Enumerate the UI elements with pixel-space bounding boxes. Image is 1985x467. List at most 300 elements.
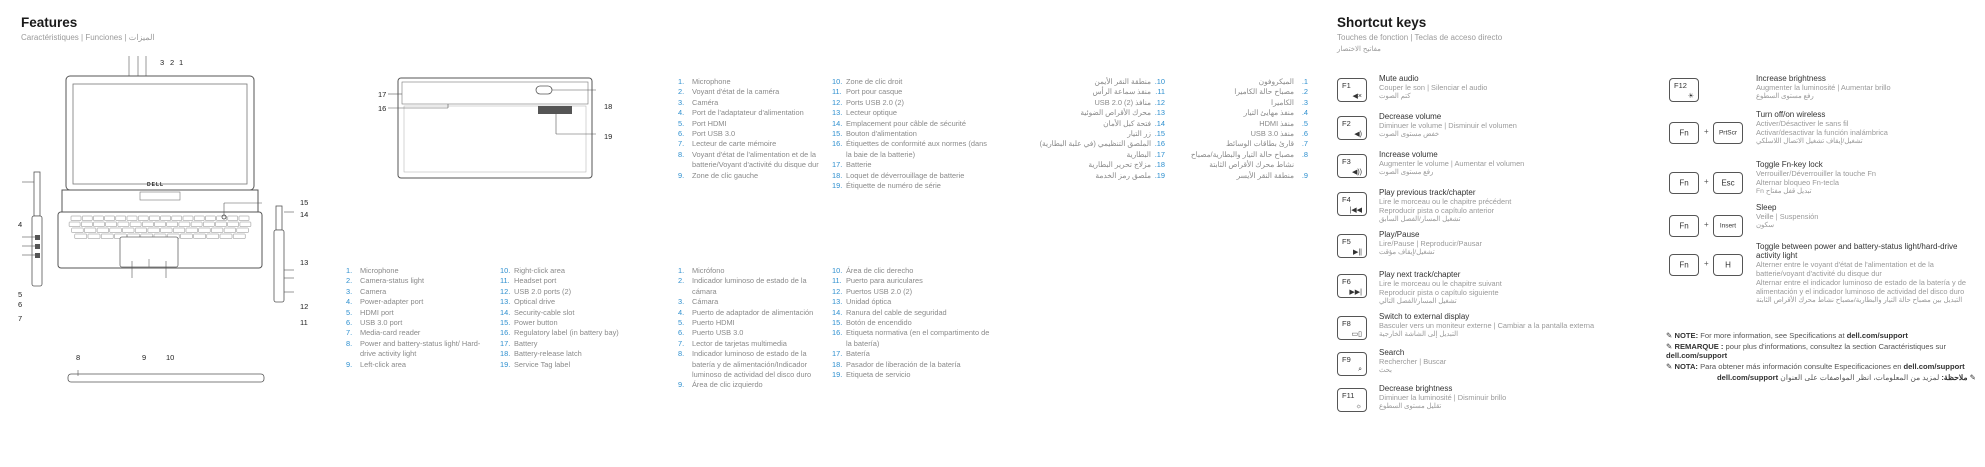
callout-3: 3: [160, 58, 165, 67]
list-item-label: ملصق رمز الخدمة: [1095, 170, 1151, 180]
key-insert: [1713, 215, 1743, 237]
list-item: [500, 339, 650, 349]
list-item-label: Regulatory label (in battery bay): [514, 328, 619, 338]
list-item-label: Microphone: [692, 77, 731, 86]
list-item-label: Power button: [514, 318, 558, 328]
list-item-number: 3.: [678, 97, 685, 107]
list-item-label: الملصق التنظيمي (في علبة البطارية): [1039, 139, 1151, 149]
list-item-number: 2.: [678, 87, 685, 97]
shortcut-item: [1756, 203, 1978, 229]
list-item: [832, 181, 992, 191]
shortcut-translation-ar: تشغيل/إيقاف مؤقت: [1379, 249, 1435, 256]
list-item-number: 12.: [832, 286, 843, 296]
list-item-number: 8.: [346, 338, 353, 348]
list-item-number: 16.: [1154, 139, 1165, 149]
list-item: [1015, 171, 1165, 181]
list-item-number: 9.: [346, 359, 353, 369]
shortcut-title: Toggle Fn-key lock: [1756, 160, 1823, 169]
list-item-label: فتحة كبل الأمان: [1103, 118, 1151, 128]
note-pencil-icon: ✎: [1666, 342, 1675, 351]
key-f5: [1337, 234, 1367, 258]
list-item-label: Cámara: [692, 297, 719, 307]
features-list-french-a: [678, 77, 823, 181]
list-item-label: Battery: [514, 338, 538, 348]
list-item: [678, 77, 823, 87]
list-item-number: 3.: [346, 286, 353, 296]
key-label: Esc: [1721, 178, 1735, 188]
list-item: [832, 370, 992, 380]
key-fn: [1669, 215, 1699, 237]
list-item: [346, 297, 496, 307]
list-item-number: 2.: [678, 276, 685, 286]
list-item-number: 10.: [500, 266, 511, 275]
key-label: Fn: [1679, 178, 1689, 188]
key-label: F1: [1342, 81, 1351, 90]
support-link[interactable]: dell.com/support: [1666, 351, 1728, 360]
features-list-spanish-a: [678, 266, 823, 391]
list-item-number: 10.: [832, 77, 843, 86]
list-item: [1015, 139, 1165, 149]
list-item: [832, 287, 992, 297]
list-item-number: 19.: [832, 370, 843, 380]
list-item-number: 16.: [832, 139, 843, 149]
list-item-number: 14.: [500, 307, 511, 317]
list-item-label: Right-click area: [514, 266, 565, 275]
list-item-number: 8.: [678, 149, 685, 159]
note-text: For more information, see Specifications at: [1700, 331, 1847, 340]
list-item: [1015, 87, 1165, 97]
list-item-label: قارئ بطاقات الوسائط: [1226, 139, 1294, 149]
callout-18: 18: [604, 102, 613, 111]
list-item-label: منفذ مهايئ التيار: [1243, 108, 1294, 118]
shortcut-item: [1756, 160, 1978, 195]
list-item: [500, 360, 650, 370]
list-item-label: Étiquette de numéro de série: [846, 181, 941, 191]
list-item: [832, 349, 992, 359]
list-item-number: 13.: [500, 297, 511, 307]
list-item-number: 3.: [1301, 97, 1308, 107]
key-label: Fn: [1679, 128, 1689, 138]
shortcut-title: Turn off/on wireless: [1756, 110, 1826, 119]
callout-2: 2: [170, 58, 175, 67]
shortcut-title: Decrease brightness: [1379, 384, 1453, 393]
list-item-number: 7.: [678, 338, 685, 348]
list-item-label: Left-click area: [360, 359, 407, 369]
laptop-front-edge-diagram: [66, 370, 266, 386]
callout-19: 19: [604, 132, 613, 141]
key-label: F12: [1674, 81, 1687, 90]
list-item: [678, 266, 823, 276]
key-label: F9: [1342, 355, 1351, 364]
key-f4: [1337, 192, 1367, 216]
callout-10: 10: [166, 353, 175, 362]
shortcut-translation: Couper le son | Silenciar el audio: [1379, 83, 1488, 92]
shortcut-translation: Augmenter le volume | Aumentar el volumen: [1379, 159, 1525, 168]
callout-7: 7: [18, 314, 23, 323]
list-item: [1178, 119, 1308, 129]
list-item-label: Port USB 3.0: [692, 129, 736, 139]
list-item-number: 5.: [346, 307, 353, 317]
key-f8: [1337, 316, 1367, 340]
shortcut-title: Play previous track/chapter: [1379, 188, 1476, 197]
list-item-number: 15.: [832, 318, 843, 328]
list-item-number: 3.: [678, 297, 685, 307]
callout-12: 12: [300, 302, 309, 311]
callout-8: 8: [76, 353, 81, 362]
support-link[interactable]: dell.com/support: [1903, 362, 1965, 371]
list-item-number: 9.: [1301, 170, 1308, 180]
shortcut-title: Increase volume: [1379, 150, 1438, 159]
list-item: [1015, 119, 1165, 129]
list-item-number: 8.: [1301, 149, 1308, 159]
note-item: [1666, 331, 1976, 340]
support-link[interactable]: dell.com/support: [1716, 373, 1779, 382]
shortcut-item: [1379, 384, 1659, 410]
shortcut-translation-ar: التبديل بين مصباح حالة التيار والبطارية/مصباح نشاط محرك الأقراص الثابتة: [1756, 297, 1963, 304]
list-item-number: 18.: [832, 359, 843, 369]
list-item: [346, 287, 496, 297]
list-item-label: Battery-release latch: [514, 349, 582, 359]
shortcut-translation: Reproducir pista o capítulo anterior: [1379, 206, 1495, 215]
key-prtscr: [1713, 122, 1743, 144]
shortcut-translation: Alternar entre el indicador luminoso de estado de la batería y de alimentación y el indicador luminoso de actividad del disco duro: [1756, 278, 1966, 296]
list-item: [678, 308, 823, 318]
list-item-number: 11.: [500, 276, 510, 286]
key-fn: [1669, 122, 1699, 144]
list-item: [1015, 98, 1165, 108]
list-item-number: 1.: [1301, 77, 1308, 86]
key-f1: [1337, 78, 1367, 102]
list-item-label: Media-card reader: [360, 328, 421, 338]
list-item-label: Zone de clic gauche: [692, 170, 759, 180]
notes-section: [1666, 331, 1976, 384]
list-item-label: Loquet de déverrouillage de batterie: [846, 170, 965, 180]
list-item-number: 13.: [832, 108, 843, 118]
list-item-number: 5.: [678, 118, 685, 128]
list-item: [678, 139, 823, 149]
list-item: [832, 108, 992, 118]
list-item-number: 12.: [500, 286, 511, 296]
list-item-label: Etiqueta normativa (en el compartimento de la batería): [846, 328, 990, 348]
plus-sign-icon: +: [1704, 220, 1709, 229]
list-item-label: منفذ USB 3.0: [1250, 129, 1294, 139]
list-item-label: Camera-status light: [360, 276, 425, 286]
list-item-label: USB 3.0 port: [360, 318, 403, 328]
list-item-number: 2.: [346, 276, 353, 286]
key-f9: [1337, 352, 1367, 376]
key-label: F6: [1342, 277, 1351, 286]
list-item-label: Port de l'adaptateur d'alimentation: [692, 108, 804, 118]
list-item-number: 7.: [346, 328, 353, 338]
plus-sign-icon: +: [1704, 259, 1709, 268]
key-symbol-icon: ▶▶|: [1349, 289, 1362, 296]
list-item: [678, 119, 823, 129]
key-label: F3: [1342, 157, 1351, 166]
list-item: [1178, 139, 1308, 149]
shortcut-item: [1756, 74, 1978, 100]
list-item-number: 16.: [832, 328, 843, 338]
shortcut-title: Play next track/chapter: [1379, 270, 1461, 279]
shortcut-translation: Basculer vers un moniteur externe | Cambiar a la pantalla externa: [1379, 321, 1595, 330]
note-label: REMARQUE :: [1674, 342, 1726, 351]
key-label: F5: [1342, 237, 1351, 246]
list-item: [832, 318, 992, 328]
list-item: [346, 266, 496, 276]
laptop-open-diagram: [40, 56, 302, 288]
note-item: [1666, 342, 1976, 360]
list-item-label: Caméra: [692, 97, 719, 107]
list-item-number: 12.: [832, 97, 843, 107]
features-list-arabic-b: [1015, 77, 1165, 181]
key-symbol-icon: |◀◀: [1349, 207, 1362, 214]
shortcut-translation-ar: التبديل إلى الشاشة الخارجية: [1379, 331, 1458, 338]
key-label: F2: [1342, 119, 1351, 128]
list-item-label: زر التيار: [1127, 129, 1151, 139]
list-item: [1178, 150, 1308, 171]
shortcut-translation-ar: تقليل مستوى السطوع: [1379, 403, 1442, 410]
list-item-number: 7.: [1301, 139, 1308, 149]
features-title: Features: [21, 15, 78, 30]
list-item-number: 5.: [678, 318, 685, 328]
shortcut-keys-subtitle-ar: مفاتيح الاختصار: [1337, 46, 1381, 53]
list-item: [1178, 87, 1308, 97]
shortcut-translation-ar: رفع مستوى السطوع: [1756, 93, 1814, 100]
features-subtitle: Caractéristiques | Funciones | الميزات: [21, 33, 155, 42]
list-item: [1015, 160, 1165, 170]
list-item: [1015, 150, 1165, 160]
list-item-label: Lecteur de carte mémoire: [692, 139, 777, 149]
list-item-label: Ports USB 2.0 (2): [846, 97, 904, 107]
list-item: [346, 308, 496, 318]
list-item-number: 4.: [1301, 108, 1308, 118]
list-item: [500, 308, 650, 318]
features-list-spanish-b: [832, 266, 992, 380]
shortcut-translation-ar: سكون: [1756, 222, 1774, 229]
list-item-label: HDMI port: [360, 307, 394, 317]
dell-logo: DELL: [147, 182, 165, 188]
note-label: NOTE:: [1674, 331, 1701, 340]
list-item-label: Unidad óptica: [846, 297, 892, 307]
shortcut-item: [1379, 348, 1659, 374]
list-item-label: Lector de tarjetas multimedia: [692, 338, 787, 348]
shortcut-item: [1379, 270, 1659, 305]
list-item-label: Camera: [360, 286, 387, 296]
key-symbol-icon: ☼: [1355, 403, 1362, 410]
list-item-number: 9.: [678, 380, 685, 390]
note-label: NOTA:: [1674, 362, 1701, 371]
list-item-number: 15.: [832, 129, 843, 139]
list-item-label: Voyant d'état de l'alimentation et de la batterie/Voyant d'activité du disque dur: [692, 149, 819, 170]
list-item-number: 10.: [1154, 77, 1165, 86]
list-item: [1178, 171, 1308, 181]
shortcut-translation-ar: رفع مستوى الصوت: [1379, 169, 1434, 176]
list-item: [678, 171, 823, 181]
list-item: [678, 318, 823, 328]
note-label: ملاحظة:: [1939, 373, 1968, 382]
list-item: [832, 139, 992, 160]
note-pencil-icon: ✎: [1967, 373, 1976, 382]
list-item-number: 4.: [678, 307, 685, 317]
list-item-label: Service Tag label: [514, 359, 571, 369]
list-item: [832, 360, 992, 370]
shortcut-translation: Lire/Pause | Reproducir/Pausar: [1379, 239, 1482, 248]
list-item-label: Voyant d'état de la caméra: [692, 87, 780, 97]
list-item: [832, 266, 992, 276]
list-item-label: منافذ USB 2.0 (2): [1094, 97, 1151, 107]
list-item: [678, 98, 823, 108]
shortcut-translation: Augmenter la luminosité | Aumentar brillo: [1756, 83, 1891, 92]
key-f6: [1337, 274, 1367, 298]
key-symbol-icon: ◀): [1354, 131, 1362, 138]
list-item-number: 15.: [500, 318, 511, 328]
callout-13: 13: [300, 258, 309, 267]
shortcut-translation-ar: تبديل قفل مفتاح Fn: [1756, 188, 1812, 195]
list-item: [678, 380, 823, 390]
shortcut-title: Toggle between power and battery-status light/hard-drive activity light: [1756, 242, 1958, 260]
key-f2: [1337, 116, 1367, 140]
key-f3: [1337, 154, 1367, 178]
shortcut-keys-subtitle: Touches de fonction | Teclas de acceso directo: [1337, 33, 1503, 42]
list-item-label: الكاميرا: [1271, 97, 1294, 107]
list-item: [1015, 129, 1165, 139]
features-list-french-b: [832, 77, 992, 191]
list-item-label: Micrófono: [692, 266, 725, 275]
shortcut-title: Decrease volume: [1379, 112, 1442, 121]
key-label: Insert: [1719, 222, 1737, 230]
shortcut-translation: Lire le morceau ou le chapitre suivant: [1379, 279, 1502, 288]
support-link[interactable]: dell.com/support: [1846, 331, 1908, 340]
list-item: [500, 287, 650, 297]
callout-11: 11: [300, 318, 308, 327]
laptop-left-side-diagram: [22, 170, 48, 290]
list-item-label: Optical drive: [514, 297, 556, 307]
list-item: [678, 297, 823, 307]
list-item-label: Port HDMI: [692, 118, 727, 128]
list-item: [832, 297, 992, 307]
features-list-english-b: [500, 266, 650, 370]
list-item-number: 4.: [346, 297, 353, 307]
callout-14: 14: [300, 210, 309, 219]
list-item: [832, 98, 992, 108]
callout-9: 9: [142, 353, 147, 362]
list-item-label: Bouton d'alimentation: [846, 129, 917, 139]
list-item: [346, 328, 496, 338]
shortcut-item: [1379, 312, 1659, 338]
callout-15: 15: [300, 198, 309, 207]
list-item-number: 15.: [1154, 129, 1165, 139]
list-item: [500, 276, 650, 286]
shortcut-translation-ar: كتم الصوت: [1379, 93, 1411, 100]
list-item-label: مصباح حالة التيار والبطارية/مصباح نشاط محرك الأقراص الثابتة: [1190, 149, 1294, 170]
list-item-number: 6.: [346, 318, 353, 328]
note-text: لمزيد من المعلومات، انظر المواصفات على العنوان: [1778, 373, 1940, 382]
shortcut-translation: Diminuer le volume | Disminuir el volumen: [1379, 121, 1517, 130]
shortcut-translation-ar: بحث: [1379, 367, 1392, 374]
list-item: [1178, 98, 1308, 108]
list-item: [678, 108, 823, 118]
list-item-label: منفذ سماعة الرأس: [1092, 87, 1151, 97]
list-item: [832, 87, 992, 97]
key-esc: [1713, 172, 1743, 194]
list-item-number: 18.: [832, 170, 843, 180]
list-item-label: Puerto HDMI: [692, 318, 735, 328]
list-item: [500, 349, 650, 359]
list-item-number: 13.: [832, 297, 843, 307]
callout-6: 6: [18, 300, 23, 309]
list-item-label: Microphone: [360, 266, 399, 275]
key-label: Fn: [1679, 260, 1689, 270]
list-item: [500, 266, 650, 276]
note-item: [1666, 373, 1976, 382]
shortcut-title: Mute audio: [1379, 74, 1419, 83]
list-item-number: 17.: [832, 349, 843, 359]
shortcut-title: Play/Pause: [1379, 230, 1420, 239]
key-symbol-icon: ◀)): [1351, 169, 1362, 176]
shortcut-title: Search: [1379, 348, 1405, 357]
list-item-label: Lecteur optique: [846, 108, 897, 118]
list-item-number: 14.: [832, 307, 843, 317]
key-f12: [1669, 78, 1699, 102]
list-item-label: Indicador luminoso de estado de la batería y de alimentación/Indicador luminoso de actividad del disco duro: [692, 349, 812, 380]
callout-16: 16: [378, 104, 387, 113]
list-item-label: Étiquettes de conformité aux normes (dans la baie de la batterie): [846, 139, 987, 159]
list-item-number: 10.: [832, 266, 843, 275]
key-f11: [1337, 388, 1367, 412]
note-item: [1666, 362, 1976, 371]
key-symbol-icon: ⌕: [1358, 366, 1362, 373]
list-item: [678, 150, 823, 171]
list-item: [346, 339, 496, 360]
list-item-label: البطارية: [1126, 149, 1151, 159]
list-item: [500, 318, 650, 328]
list-item-label: Power and battery-status light/ Hard-drive activity light: [360, 338, 481, 359]
list-item: [346, 360, 496, 370]
list-item: [832, 160, 992, 170]
key-label: PrtScr: [1718, 129, 1738, 137]
list-item-number: 9.: [678, 170, 685, 180]
shortcut-translation: Activer/Désactiver le sans fil: [1756, 119, 1849, 128]
list-item: [832, 171, 992, 181]
shortcut-translation: Alterner entre le voyant d'état de l'alimentation et de la batterie/voyant d'activité du disque dur: [1756, 260, 1934, 278]
key-label: H: [1725, 260, 1731, 270]
list-item-number: 12.: [1154, 97, 1165, 107]
list-item: [832, 129, 992, 139]
callout-1: 1: [179, 58, 184, 67]
shortcut-translation: Veille | Suspensión: [1756, 212, 1819, 221]
list-item-label: Zone de clic droit: [846, 77, 903, 86]
list-item: [500, 328, 650, 338]
callout-5: 5: [18, 290, 23, 299]
list-item-label: Batería: [846, 349, 870, 359]
list-item: [678, 276, 823, 297]
list-item-number: 19.: [832, 181, 843, 191]
shortcut-item: [1379, 230, 1659, 256]
list-item-label: مزلاج تحرير البطارية: [1088, 160, 1151, 170]
list-item-label: Power-adapter port: [360, 297, 424, 307]
shortcut-translation: Lire le morceau ou le chapitre précédent: [1379, 197, 1512, 206]
list-item-label: Etiqueta de servicio: [846, 370, 911, 380]
list-item-label: Ranura del cable de seguridad: [846, 307, 947, 317]
note-pencil-icon: ✎: [1666, 362, 1675, 371]
list-item-label: Área de clic izquierdo: [692, 380, 763, 390]
list-item: [678, 328, 823, 338]
key-fn: [1669, 172, 1699, 194]
list-item-label: USB 2.0 ports (2): [514, 286, 572, 296]
shortcut-translation: Activar/desactivar la función inalámbrica: [1756, 128, 1888, 137]
list-item-label: Security-cable slot: [514, 307, 575, 317]
list-item: [678, 129, 823, 139]
shortcut-translation-ar: خفض مستوى الصوت: [1379, 131, 1440, 138]
